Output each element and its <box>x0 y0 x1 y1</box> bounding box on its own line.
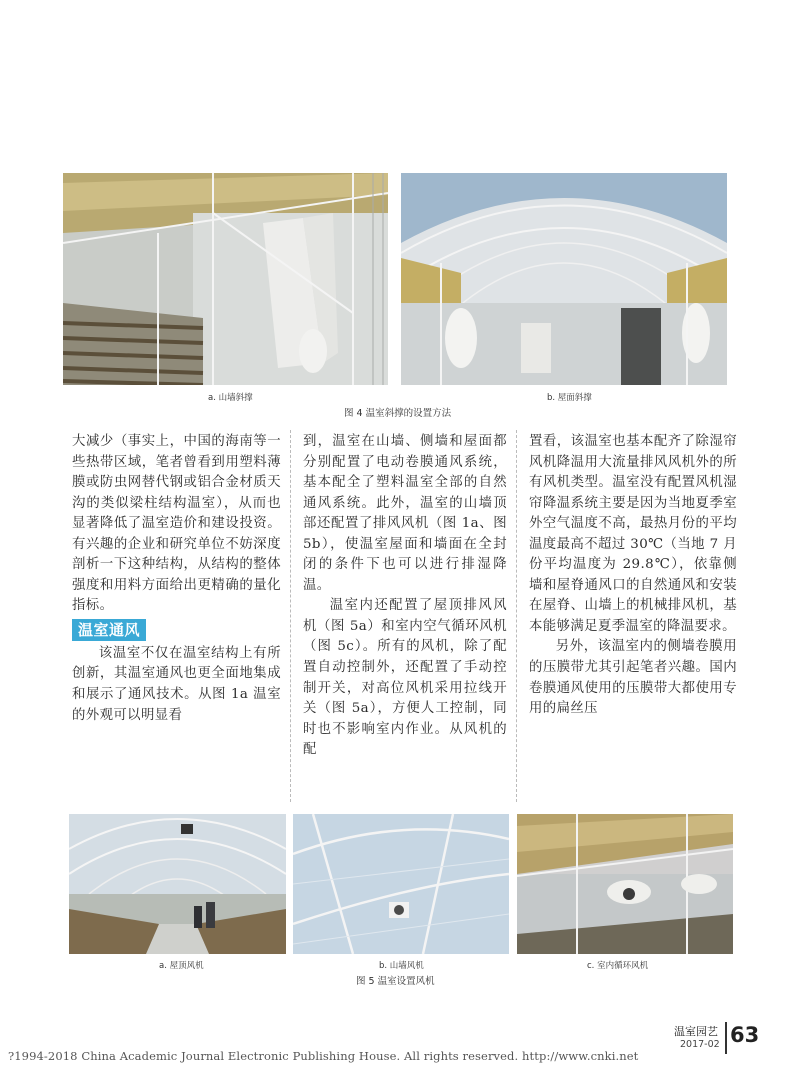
col2-paragraph-2: 温室内还配置了屋顶排风风机（图 5a）和室内空气循环风机（图 5c）。所有的风机，除了配置自动控制外，还配置了手动控制开关，对高位风机采用拉线开关（图 5a），方便人工控制，同时也不影响室内作业。从风机的配 <box>303 598 507 758</box>
figure5c-caption: c. 室内循环风机 <box>587 961 649 971</box>
col1-paragraph: 该温室不仅在温室结构上有所创新，其温室通风也更全面地集成和展示了通风技术。从图 1a 温室的外观可以明显看 <box>72 645 281 723</box>
figure5-title: 图 5 温室设置风机 <box>356 976 435 987</box>
page-number: 63 <box>730 1023 760 1047</box>
copyright-line: ?1994-2018 China Academic Journal Electronic Publishing House. All rights reserved. http://www.cnki.net <box>8 1049 639 1063</box>
col2-paragraph-1: 到，温室在山墙、侧墙和屋面都分别配置了电动卷膜通风系统，基本配全了塑料温室全部的自然通风系统。此外，温室的山墙顶部还配置了排风风机（图 1a、图 5b），使温室屋面和墙面在全封闭的条件下也可以进行排湿降温。 <box>303 434 507 593</box>
col3-paragraph-2: 另外，该温室内的侧墙卷膜用的压膜带尤其引起笔者兴趣。国内卷膜通风使用的压膜带大都使用专用的扁丝压 <box>529 639 737 717</box>
figure5a-caption: a. 屋顶风机 <box>159 961 204 971</box>
figure4a-caption: a. 山墙斜撑 <box>208 393 253 403</box>
col3-paragraph-1: 置看，该温室也基本配齐了除湿帘风机降温用大流量排风风机外的所有风机类型。温室没有配置风机湿帘降温系统主要是因为当地夏季室外空气温度不高，最热月份的平均温度最高不超过 30℃（当地 7 月份平均温度为 29.8℃），依靠侧墙和屋脊通风口的自然通风和安装在屋脊、山墙上的机械排风机，基本能够满足夏季温室的降温要求。 <box>529 434 737 634</box>
column-divider <box>516 430 517 802</box>
column-2 <box>303 432 507 761</box>
column-divider <box>290 430 291 802</box>
figure5c-photo <box>517 814 733 954</box>
magazine-name: 温室园艺 <box>674 1025 718 1038</box>
footer-divider <box>725 1022 727 1054</box>
section-heading: 温室通风 <box>72 619 146 641</box>
figure4-title: 图 4 温室斜撑的设置方法 <box>344 408 452 419</box>
column-3 <box>529 432 737 720</box>
figure4b-photo <box>401 173 727 385</box>
magazine-issue: 2017-02 <box>680 1039 720 1050</box>
figure5b-caption: b. 山墙风机 <box>379 961 424 971</box>
column-1 <box>72 432 281 726</box>
figure4b-caption: b. 屋面斜撑 <box>547 393 592 403</box>
figure4a-photo <box>63 173 388 385</box>
col1-intro: 大减少（事实上，中国的海南等一些热带区域，笔者曾看到用塑料薄膜或防虫网替代钢或铝合金材质天沟的类似梁柱结构温室），从而也显著降低了温室造价和建设投资。有兴趣的企业和研究单位不妨深度剖析一下这种结构，从结构的整体强度和用料方面给出更精确的量化指标。 <box>72 434 281 614</box>
figure5a-photo <box>69 814 286 954</box>
figure5b-photo <box>293 814 509 954</box>
